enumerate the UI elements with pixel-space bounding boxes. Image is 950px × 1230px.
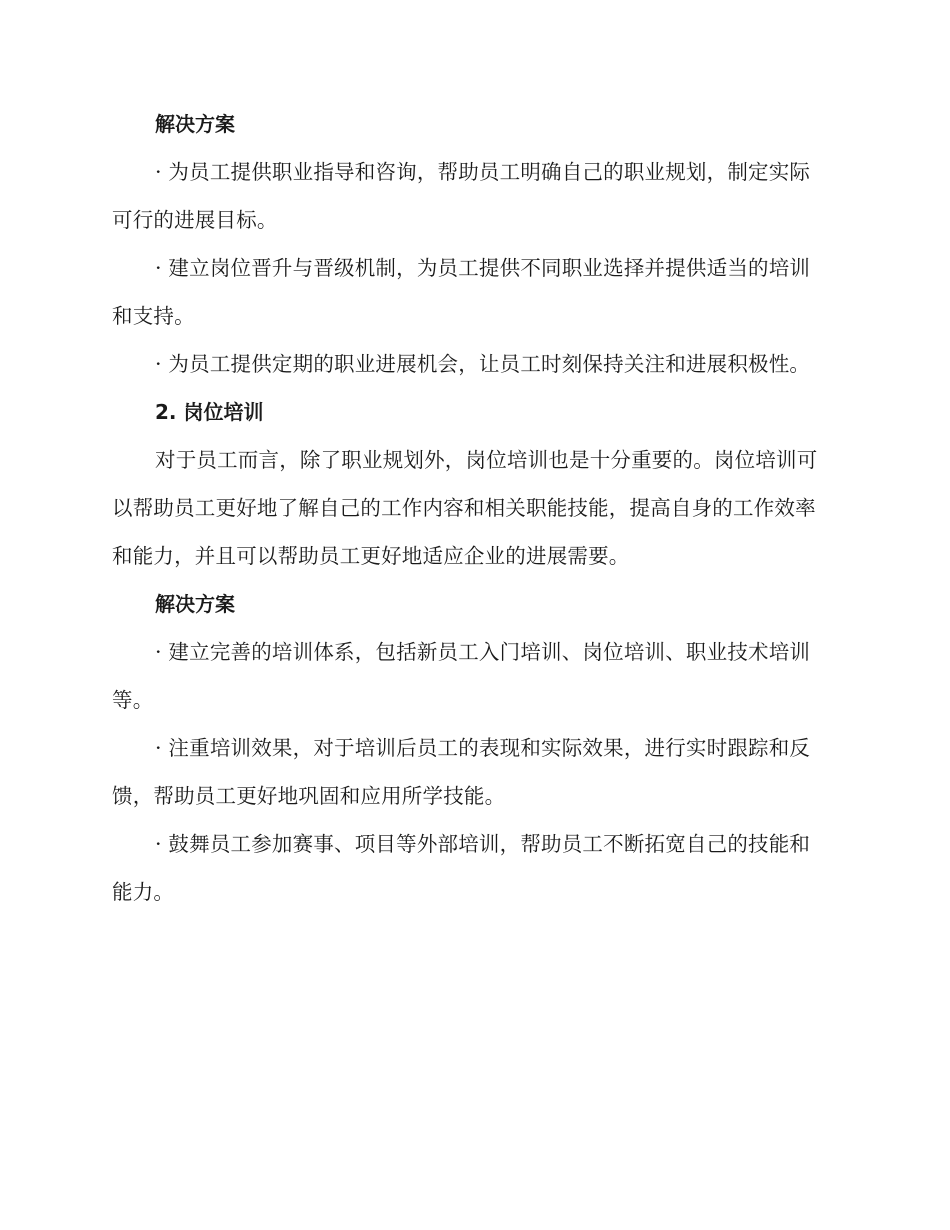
bullet-promotion-mechanism: · 建立岗位晋升与晋级机制，为员工提供不同职业选择并提供适当的培训和支持。 [112,256,811,328]
bullet-career-opportunities: · 为员工提供定期的职业进展机会，让员工时刻保持关注和进展积极性。 [155,352,811,376]
bullet-training-effect: · 注重培训效果，对于培训后员工的表现和实际效果，进行实时跟踪和反馈，帮助员工更好地巩固和应用所学技能。 [112,736,811,808]
bullet-career-guidance: · 为员工提供职业指导和咨询，帮助员工明确自己的职业规划，制定实际可行的进展目标。 [112,160,811,232]
bullet-training-system: · 建立完善的培训体系，包括新员工入门培训、岗位培训、职业技术培训等。 [112,640,811,712]
bullet-external-training: · 鼓舞员工参加赛事、项目等外部培训，帮助员工不断拓宽自己的技能和能力。 [112,832,811,904]
paragraph-job-training: 对于员工而言，除了职业规划外，岗位培训也是十分重要的。岗位培训可以帮助员工更好地了解自己的工作内容和相关职能技能，提高自身的工作效率和能力，并且可以帮助员工更好地适应企业的进展需要。 [112,448,818,568]
section-heading-solutions-2: 解决方案 [155,592,235,616]
document-page [112,100,830,916]
section-heading-solutions-1: 解决方案 [155,112,235,136]
section-heading-job-training: 2. 岗位培训 [155,400,264,424]
